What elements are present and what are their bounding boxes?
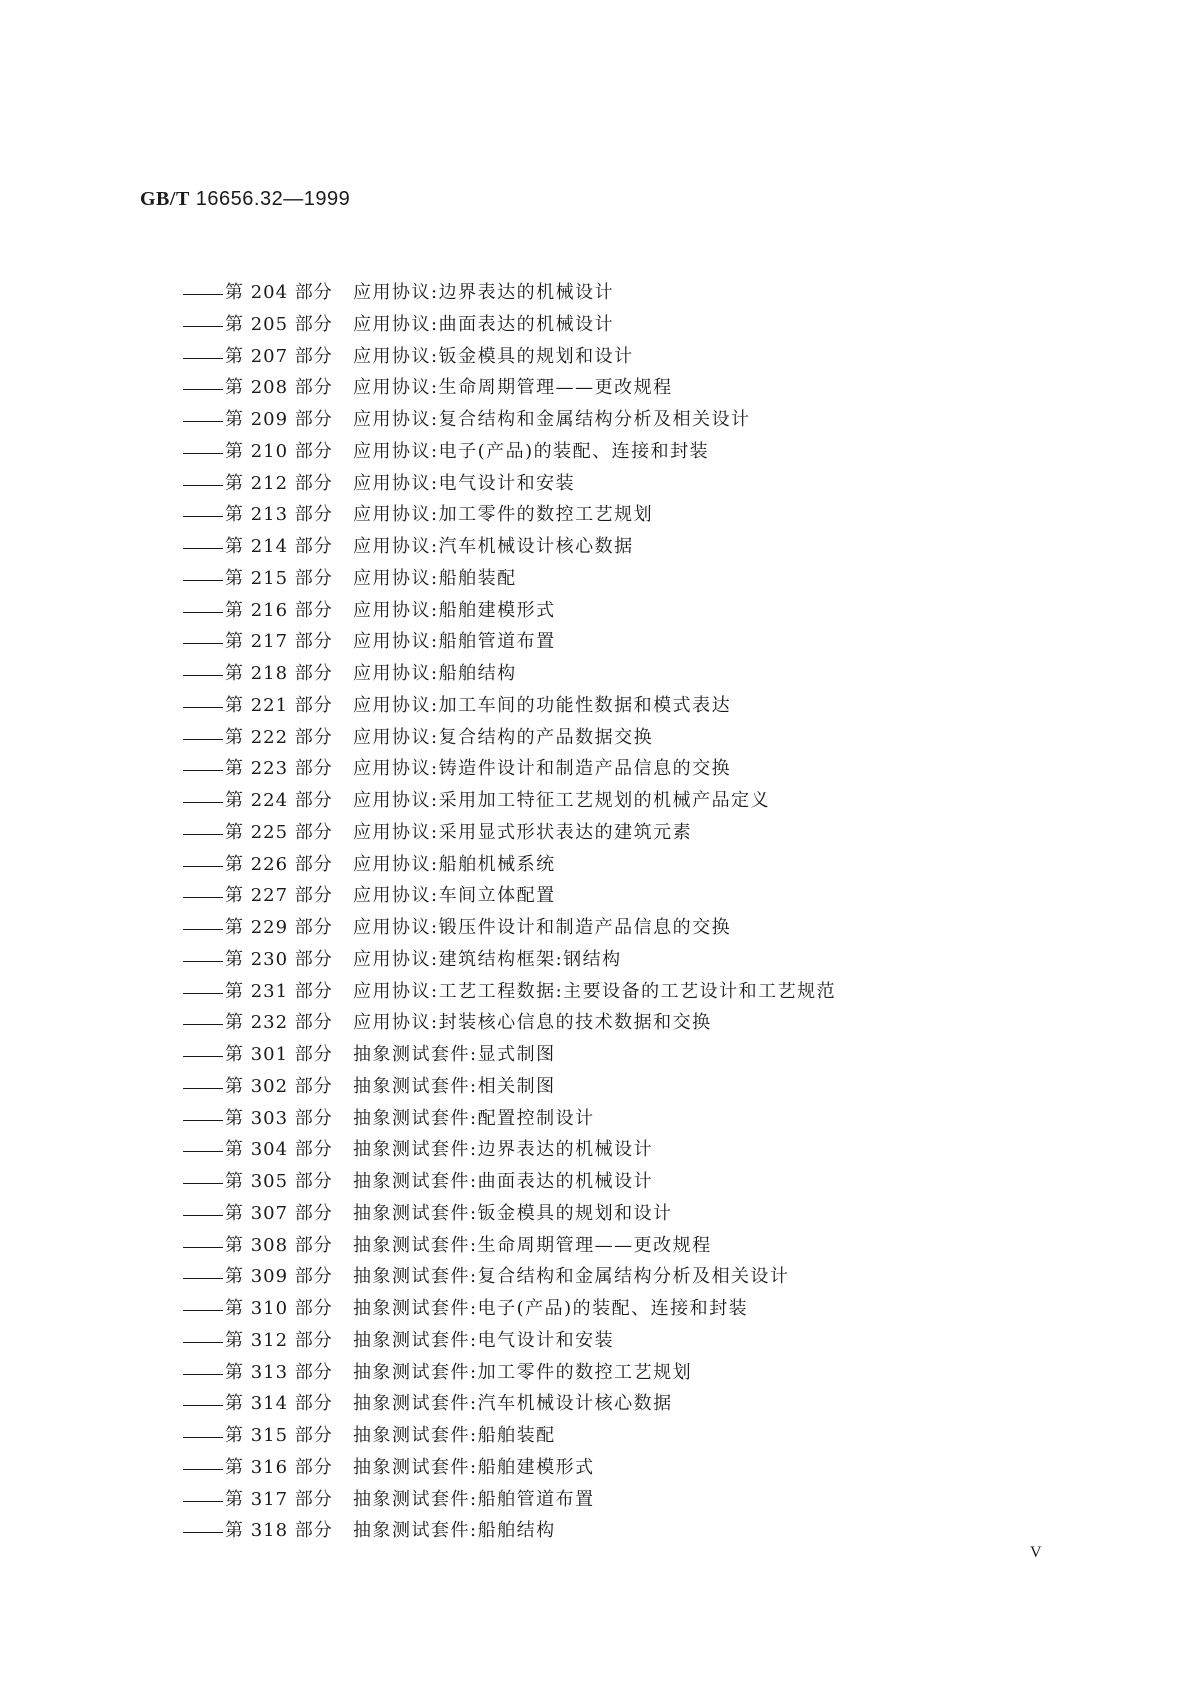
list-item <box>183 1362 836 1394</box>
part-title: 应用协议:船舶机械系统 <box>353 853 556 875</box>
list-item <box>183 1457 836 1489</box>
part-title: 抽象测试套件:显式制图 <box>353 1044 556 1065</box>
part-number: 第 229 部分 <box>225 917 333 938</box>
part-title: 抽象测试套件:配置控制设计 <box>353 1107 595 1129</box>
list-item <box>183 568 836 600</box>
standard-code-header <box>140 188 350 211</box>
part-number: 第 207 部分 <box>225 345 333 367</box>
list-item <box>183 473 836 505</box>
part-number: 第 308 部分 <box>225 1234 333 1256</box>
part-title: 应用协议:车间立体配置 <box>353 885 556 907</box>
list-item <box>183 504 836 536</box>
part-title: 应用协议:复合结构的产品数据交换 <box>353 726 654 748</box>
em-dash-marker <box>183 834 223 835</box>
em-dash-marker <box>183 1342 223 1343</box>
part-title: 应用协议:建筑结构框架:钢结构 <box>353 948 622 970</box>
em-dash-marker <box>183 929 223 930</box>
em-dash-marker <box>183 612 223 613</box>
list-item <box>183 314 836 346</box>
part-number: 第 232 部分 <box>225 1012 333 1034</box>
list-item <box>183 1108 836 1140</box>
list-item <box>183 631 836 663</box>
em-dash-marker <box>183 1501 223 1502</box>
em-dash-marker <box>183 897 223 898</box>
part-number: 第 314 部分 <box>225 1393 333 1415</box>
em-dash-marker <box>183 1310 223 1311</box>
part-title: 抽象测试套件:边界表达的机械设计 <box>353 1139 654 1161</box>
part-title: 抽象测试套件:复合结构和金属结构分析及相关设计 <box>353 1266 790 1288</box>
list-item <box>183 1203 836 1235</box>
part-title: 抽象测试套件:钣金模具的规划和设计 <box>353 1202 673 1224</box>
em-dash-marker <box>183 1088 223 1089</box>
part-title: 应用协议:汽车机械设计核心数据 <box>353 536 634 557</box>
part-number: 第 218 部分 <box>225 663 333 684</box>
em-dash-marker <box>183 453 223 454</box>
part-title: 应用协议:船舶建模形式 <box>353 599 556 621</box>
em-dash-marker <box>183 961 223 962</box>
part-title: 抽象测试套件:船舶管道布置 <box>353 1488 595 1510</box>
part-number: 第 313 部分 <box>225 1361 333 1383</box>
list-item <box>183 1012 836 1044</box>
list-item <box>183 1266 836 1298</box>
standard-code-prefix: GB/T <box>140 188 190 210</box>
part-number: 第 221 部分 <box>225 694 333 716</box>
list-item <box>183 695 836 727</box>
part-number: 第 223 部分 <box>225 758 333 780</box>
part-number: 第 227 部分 <box>225 885 333 907</box>
list-item <box>183 409 836 441</box>
em-dash-marker <box>183 770 223 771</box>
part-title: 应用协议:电子(产品)的装配、连接和封装 <box>353 440 710 462</box>
list-item <box>183 758 836 790</box>
part-number: 第 214 部分 <box>225 536 333 557</box>
part-number: 第 224 部分 <box>225 790 333 811</box>
part-number: 第 204 部分 <box>225 282 333 303</box>
part-title: 应用协议:生命周期管理——更改规程 <box>353 377 673 399</box>
part-number: 第 318 部分 <box>225 1520 333 1542</box>
em-dash-marker <box>183 1120 223 1121</box>
part-number: 第 205 部分 <box>225 313 333 335</box>
list-item <box>183 1139 836 1171</box>
part-title: 应用协议:船舶结构 <box>353 663 517 684</box>
part-title: 抽象测试套件:电子(产品)的装配、连接和封装 <box>353 1298 749 1319</box>
list-item <box>183 600 836 632</box>
part-title: 应用协议:加工零件的数控工艺规划 <box>353 504 654 526</box>
em-dash-marker <box>183 802 223 803</box>
em-dash-marker <box>183 1374 223 1375</box>
part-title: 抽象测试套件:加工零件的数控工艺规划 <box>353 1361 693 1383</box>
part-number: 第 304 部分 <box>225 1139 333 1161</box>
part-title: 抽象测试套件:汽车机械设计核心数据 <box>353 1393 673 1415</box>
em-dash-marker <box>183 1532 223 1533</box>
part-title: 应用协议:封装核心信息的技术数据和交换 <box>353 1012 712 1034</box>
list-item <box>183 1520 836 1552</box>
part-number: 第 212 部分 <box>225 472 333 494</box>
list-item <box>183 949 836 981</box>
list-item <box>183 1425 836 1457</box>
em-dash-marker <box>183 1405 223 1406</box>
part-title: 应用协议:船舶管道布置 <box>353 631 556 653</box>
list-item <box>183 1393 836 1425</box>
list-item <box>183 377 836 409</box>
em-dash-marker <box>183 294 223 295</box>
part-number: 第 217 部分 <box>225 631 333 653</box>
part-number: 第 222 部分 <box>225 726 333 748</box>
part-title: 抽象测试套件:生命周期管理——更改规程 <box>353 1234 712 1256</box>
parts-list <box>183 282 836 1552</box>
list-item <box>183 282 836 314</box>
part-number: 第 302 部分 <box>225 1075 333 1097</box>
part-title: 抽象测试套件:船舶结构 <box>353 1520 556 1542</box>
part-title: 应用协议:采用显式形状表达的建筑元素 <box>353 821 693 843</box>
part-title: 应用协议:边界表达的机械设计 <box>353 282 615 303</box>
list-item <box>183 981 836 1013</box>
part-number: 第 216 部分 <box>225 599 333 621</box>
part-number: 第 213 部分 <box>225 504 333 526</box>
em-dash-marker <box>183 1437 223 1438</box>
em-dash-marker <box>183 993 223 994</box>
list-item <box>183 854 836 886</box>
em-dash-marker <box>183 1215 223 1216</box>
em-dash-marker <box>183 548 223 549</box>
em-dash-marker <box>183 866 223 867</box>
list-item <box>183 1235 836 1267</box>
part-title: 应用协议:采用加工特征工艺规划的机械产品定义 <box>353 790 771 811</box>
part-number: 第 230 部分 <box>225 948 333 970</box>
em-dash-marker <box>183 1151 223 1152</box>
em-dash-marker <box>183 1024 223 1025</box>
em-dash-marker <box>183 421 223 422</box>
part-title: 应用协议:电气设计和安装 <box>353 472 576 494</box>
part-title: 应用协议:曲面表达的机械设计 <box>353 313 615 335</box>
part-number: 第 231 部分 <box>225 980 333 1002</box>
part-title: 抽象测试套件:船舶装配 <box>353 1425 556 1446</box>
em-dash-marker <box>183 675 223 676</box>
part-number: 第 309 部分 <box>225 1266 333 1288</box>
em-dash-marker <box>183 1056 223 1057</box>
standard-code-number: 16656.32—1999 <box>195 188 351 210</box>
em-dash-marker <box>183 1247 223 1248</box>
list-item <box>183 1044 836 1076</box>
em-dash-marker <box>183 580 223 581</box>
em-dash-marker <box>183 1469 223 1470</box>
em-dash-marker <box>183 643 223 644</box>
part-title: 应用协议:钣金模具的规划和设计 <box>353 345 634 367</box>
em-dash-marker <box>183 389 223 390</box>
part-title: 应用协议:工艺工程数据:主要设备的工艺设计和工艺规范 <box>353 980 837 1002</box>
list-item <box>183 790 836 822</box>
part-number: 第 215 部分 <box>225 567 333 589</box>
list-item <box>183 727 836 759</box>
part-title: 抽象测试套件:电气设计和安装 <box>353 1329 615 1351</box>
part-number: 第 226 部分 <box>225 853 333 875</box>
part-title: 抽象测试套件:船舶建模形式 <box>353 1456 595 1478</box>
part-number: 第 317 部分 <box>225 1488 333 1510</box>
list-item <box>183 346 836 378</box>
part-number: 第 310 部分 <box>225 1298 333 1319</box>
part-number: 第 315 部分 <box>225 1425 333 1446</box>
list-item <box>183 1298 836 1330</box>
part-number: 第 305 部分 <box>225 1171 333 1192</box>
list-item <box>183 663 836 695</box>
list-item <box>183 441 836 473</box>
em-dash-marker <box>183 358 223 359</box>
part-number: 第 303 部分 <box>225 1107 333 1129</box>
part-number: 第 208 部分 <box>225 377 333 399</box>
part-title: 抽象测试套件:曲面表达的机械设计 <box>353 1171 654 1192</box>
list-item <box>183 885 836 917</box>
list-item <box>183 536 836 568</box>
part-title: 应用协议:铸造件设计和制造产品信息的交换 <box>353 758 732 780</box>
part-number: 第 316 部分 <box>225 1456 333 1478</box>
em-dash-marker <box>183 707 223 708</box>
page-number: V <box>1030 1544 1042 1561</box>
part-number: 第 209 部分 <box>225 409 333 430</box>
em-dash-marker <box>183 1278 223 1279</box>
part-title: 应用协议:复合结构和金属结构分析及相关设计 <box>353 409 751 430</box>
part-title: 应用协议:船舶装配 <box>353 567 517 589</box>
part-title: 抽象测试套件:相关制图 <box>353 1075 556 1097</box>
list-item <box>183 1171 836 1203</box>
part-number: 第 301 部分 <box>225 1044 333 1065</box>
em-dash-marker <box>183 485 223 486</box>
em-dash-marker <box>183 739 223 740</box>
list-item <box>183 1076 836 1108</box>
list-item <box>183 1489 836 1521</box>
em-dash-marker <box>183 326 223 327</box>
em-dash-marker <box>183 516 223 517</box>
part-number: 第 312 部分 <box>225 1329 333 1351</box>
part-title: 应用协议:锻压件设计和制造产品信息的交换 <box>353 917 732 938</box>
list-item <box>183 1330 836 1362</box>
part-number: 第 307 部分 <box>225 1202 333 1224</box>
part-number: 第 225 部分 <box>225 821 333 843</box>
list-item <box>183 822 836 854</box>
part-title: 应用协议:加工车间的功能性数据和模式表达 <box>353 694 732 716</box>
part-number: 第 210 部分 <box>225 440 333 462</box>
em-dash-marker <box>183 1183 223 1184</box>
list-item <box>183 917 836 949</box>
